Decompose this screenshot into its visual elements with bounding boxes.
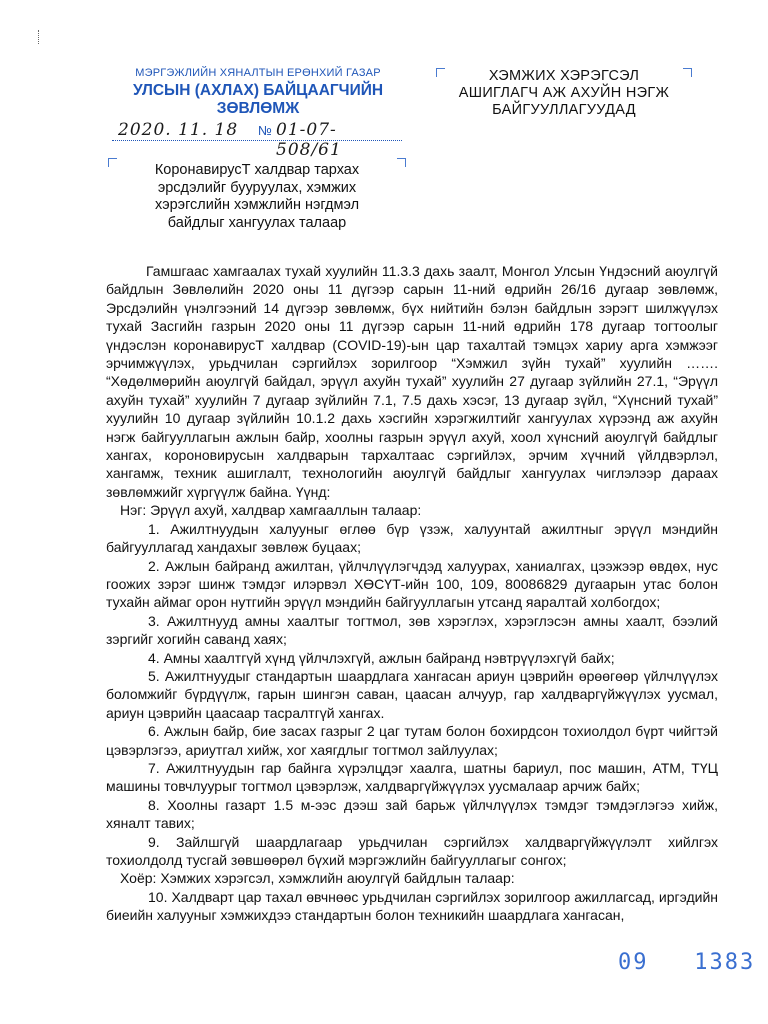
list-item: 8. Хоолны газарт 1.5 м-ээс дээш зай барьж үйлчлүүлэх тэмдэг тэмдэглэгээ хийж, хяналт тавих; [106, 796, 718, 832]
document-type: ЗӨВЛӨМЖ [216, 100, 300, 117]
document-body [106, 262, 718, 925]
corner-mark [397, 158, 406, 167]
scan-mark [38, 30, 43, 44]
corner-mark [683, 68, 692, 77]
list-item: 6. Ажлын байр, бие засах газрыг 2 цаг тутам болон бохирдсон тохиолдол бүрт чийгтэй цэвэрлэгээ, ариутгал хийж, хог хаягдлыг тогтмол зайлуулах; [106, 723, 718, 758]
list-item: 9. Зайлшгүй шаардлагаар урьдчилан сэргийлэх халдваргүйжүүлэлт хийлгэх тохиолдолд тусгай зөвшөөрөл бүхий мэргэжлийн байгууллагыг сонгох; [106, 833, 718, 868]
subject-line: хэрэгслийн хэмжлийн нэгдмэл [154, 197, 360, 213]
document-number: 01-07-508/61 [276, 120, 342, 160]
list-item: 4. Амны хаалтгүй хүнд үйлчлэхгүй, ажлын байранд нэвтрүүлэхгүй байх; [148, 649, 615, 666]
reference-rule [112, 140, 402, 141]
issuing-authority [108, 66, 408, 118]
list-item: 1. Ажилтнуудын халууныг өглөө бүр үзэж, халуунтай ажилтныг эрүүл мэндийн байгууллагад хандахыг зөвлөж буцаах; [106, 520, 718, 556]
addressee-line: АШИГЛАГЧ АЖ АХУЙН НЭГЖ [458, 85, 670, 101]
list-item: 7. Ажилтнуудын гар байнга хүрэлцдэг хаалга, шатны бариул, пос машин, АТМ, ТҮЦ машины товчлуурыг тогтмол цэвэрлэж, халдваргүйжүүлэх уусмалаар арчиж байх; [106, 759, 718, 795]
addressee-block [436, 68, 692, 119]
list-item: 5. Ажилтнуудыг стандартын шаардлага хангасан ариун цэврийн өрөөгөөр үйлчлүүлэх боломжийг бүрдүүлж, гарын шингэн саван, цаасан алчуур, гар халдваргүйжүүлэх уусмал, ариун цэврийн цаасаар тасралтгүй хангах. [106, 667, 718, 721]
organization-name: МЭРГЭЖЛИЙН ХЯНАЛТЫН ЕРӨНХИЙ ГАЗАР [135, 67, 381, 79]
document-reference [112, 120, 402, 160]
section-heading: Хоёр: Хэмжих хэрэгсэл, хэмжлийн аюулгүй байдлын талаар: [120, 870, 515, 887]
corner-mark [108, 158, 117, 167]
subject-line: эрсдэлийг бууруулах, хэмжих [157, 179, 357, 196]
list-item: 2. Ажлын байранд ажилтан, үйлчлүүлэгчдэд халуурах, ханиалгах, цээжээр өвдөх, нус гоожих зэрэг шинж тэмдэг илэрвэл ХӨСҮТ-ийн 100, 109, 80086829 дугаарын утас болон тухайн аймаг орон нутгийн эрүүл мэндийн байгууллагын утсанд яаралтай холбогдох; [106, 557, 718, 611]
received-stamp-number: 09 1383 [618, 950, 756, 975]
addressee-line: БАЙГУУЛЛАГУУДАД [492, 102, 636, 118]
subject-text [128, 162, 386, 232]
office-name: УЛСЫН (АХЛАХ) БАЙЦААГЧИЙН [132, 82, 384, 99]
list-item: 10. Халдварт цар тахал өвчнөөс урьдчилан сэргийлэх зорилгоор ажиллагсад, иргэдийн биеийн халууныг хэмжихдээ стандартын болон техникийн шаардлага хангасан, [106, 888, 718, 924]
subject-block [108, 158, 406, 234]
subject-line: КоронавирусТ халдвар тархах [154, 162, 360, 178]
list-item: 3. Ажилтнууд амны хаалтыг тогтмол, зөв хэрэглэх, хэрэглэсэн амны хаалт, бээлий зэргийг хогийн саванд хаях; [106, 612, 718, 648]
addressee-line: ХЭМЖИХ ХЭРЭГСЭЛ [488, 68, 640, 84]
number-sign: № [258, 123, 272, 138]
intro-paragraph: Гамшгаас хамгаалах тухай хуулийн 11.3.3 дахь заалт, Монгол Улсын Үндэсний аюулгүй байдлын Зөвлөлийн 2020 оны 11 дүгээр сарын 11-ний өдрийн 26/16 дугаар зөвлөмж, Эрсдэлийн үнэлгээний 14 дүгээр зөвлөмж, бүх нийтийн бэлэн байдлын зэрэгт шилжүүлэх тухай Засгийн газрын 2020 оны 11 дүгээр сарын 11-ний өдрийн 178 дугаар тогтоолыг үндэслэн коронавирусТ халдвар (COVID-19)-ын цар тахалтай тэмцэх хариу арга хэмжээг эрчимжүүлэх, урьдчилан сэргийлэх зорилгоор “Хэмжил зүйн тухай” хуулийн ……. “Хөдөлмөрийн аюулгүй байдал, эрүүл ахуйн тухай” хуулийн 27 дугаар зүйлийн 27.1, “Эрүүл ахуйн тухай” хуулийн 7 дугаар зүйлийн 7.1, 7.5 дахь хэсэг, 13 дугаар зүйл, “Хүнсний тухай” хуулийн 10 дугаар зүйлийн 10.1.2 дахь хэсгийн хэрэгжилтийг хангуулах хүрээнд аж ахуйн нэгж байгууллагын ажлын байр, хоолны газрын эрүүл ахуй, хоол хүнсний аюулгүй байдлыг хангах, короновирусын халдварын тархалтаас сэргийлэх, эрчим хүчний үйлдвэрлэл, хангамж, техник ашиглалт, технологийн аюулгүй байдлыг хангуулах чиглэлээр дараах зөвлөмжийг хүргүүлж байна. Үүнд: [106, 263, 718, 500]
document-date: 2020. 11. 18 [118, 120, 239, 140]
subject-line: байдлыг хангуулах талаар [167, 214, 347, 231]
section-heading: Нэг: Эрүүл ахуй, халдвар хамгааллын талаар: [120, 502, 422, 519]
corner-mark [436, 68, 445, 77]
